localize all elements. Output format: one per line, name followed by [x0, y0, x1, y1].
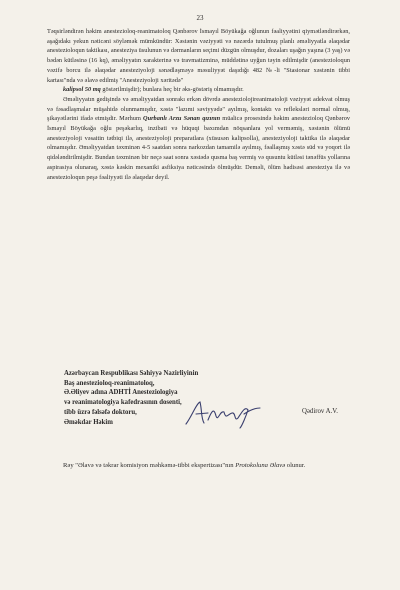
signature-block [64, 369, 198, 427]
signature-line-4: və reanimatologiya kafedrasının dosenti, [64, 399, 182, 407]
drug-name: kalipsol 50 mq [63, 86, 101, 94]
closing-note: Rəy "Əlavə və təkrar komisiyon məhkəmə-tibbi ekspertizası"nın Protokoluna Əlavə olunur. [63, 462, 306, 469]
handwritten-signature [182, 396, 262, 430]
page-number: 23 [196, 14, 204, 22]
signature-line-6: Əməkdar Həkim [64, 418, 113, 426]
patient-name: Qurbanlı Arzu Sənan qızının [143, 115, 221, 123]
signer-name: Qədirov A.V. [302, 408, 338, 415]
document-body [47, 27, 350, 182]
signature-line-1: Azərbaycan Respublikası Səhiyyə Nazirliyinin [64, 370, 199, 377]
signature-line-5: tibb üzrə fəlsəfə doktoru, [64, 408, 137, 416]
signature-line-3: Ə.Əliyev adına ADHTİ Anesteziologiya [64, 389, 178, 397]
paragraph-2: kalipsol 50 mq göstərilmişdir); bunlara heç bir əks-göstəriş olmamışdır. [63, 86, 244, 94]
paragraph-1: Təqsirləndirən həkim anestezioloq-reanimatoloq Qənbərov İsmayıl Böyükağa oğlunun fəaliyyətini qiymətləndirərkən, aşağıdakı yekun nəticəni söyləmək mümkündür: Xəstənin vəziyyəti və nəzərdə tutulmuş planlı əməliyyatla əlaqədar anestezioloqun taktikası, anesteziya üsulunun və dərmanların seçimi düzgün olmuşdur, dozaları uşağın yaşına (3 yaş) və bədən kütləsinə (16 kq), əməliyyatın xarakterinə və travmatizminə, müddətinə uyğun təyin edilmişdir (anestezioloqun vəzifə borcu ilə əlaqədar anesteziyoloji sənədləşməyə məsuliyyət daşıdığı 482 №-li "Stasionar xəstənin tibbi kartası"nda və əlavə edilmiş "Anesteziyoloji xəritədə" [47, 28, 350, 84]
signature-line-2: Baş anestezioloq-reanimatoloq, [64, 379, 155, 387]
paragraph-3: Əməliyyatın gedişində və əməliyyatdan sonrakı erkən dövrdə anesteziolojireanimatoloji vəziyyət adekvat olmuş və fəsadlaşmalar müşahidə olunmamışdır, xəstə "lazımi səviyyədə" ayılmış, kontaktı və refleksləri normal olmuş, şikayətlərini ifadə etmişdir. Mərhum Qurbanlı Arzu Sənan qızının müalicə prosesində həkim anestezioloq Qənbərov İsmayıl Böyükağa oğlu peşəkarlıq, inzibati və hüquqi baxımdan nöqsanlara yol verməmiş, xəstənin ölümü anesteziyoloji vəsaitin tətbiqi ilə, anesteziyoloji preparatlara (xüsusən kalipsolla), anesteziyoloji taktika ilə əlaqədar olmamışdır. Əməliyyatdan təxminən 4-5 saatdan sonra narkozdan tamamilə ayılmış, fəallaşmış xəstə süd və yoqort ilə qidələndirilmişdir. Bundan təxminən bir neçə saat sonra xəstədə qusma baş vermiş və qusuntu kütləsi tənəffüs yollarına aspirasiya olunaraq, xəstə kəskin mexaniki asfiksiya nəticəsində ölmüşdür. Deməli, ölüm hadisəsi anesteziya ilə və anestezioloqun peşə fəaliyyəti ilə əlaqədar deyil. [47, 95, 350, 181]
